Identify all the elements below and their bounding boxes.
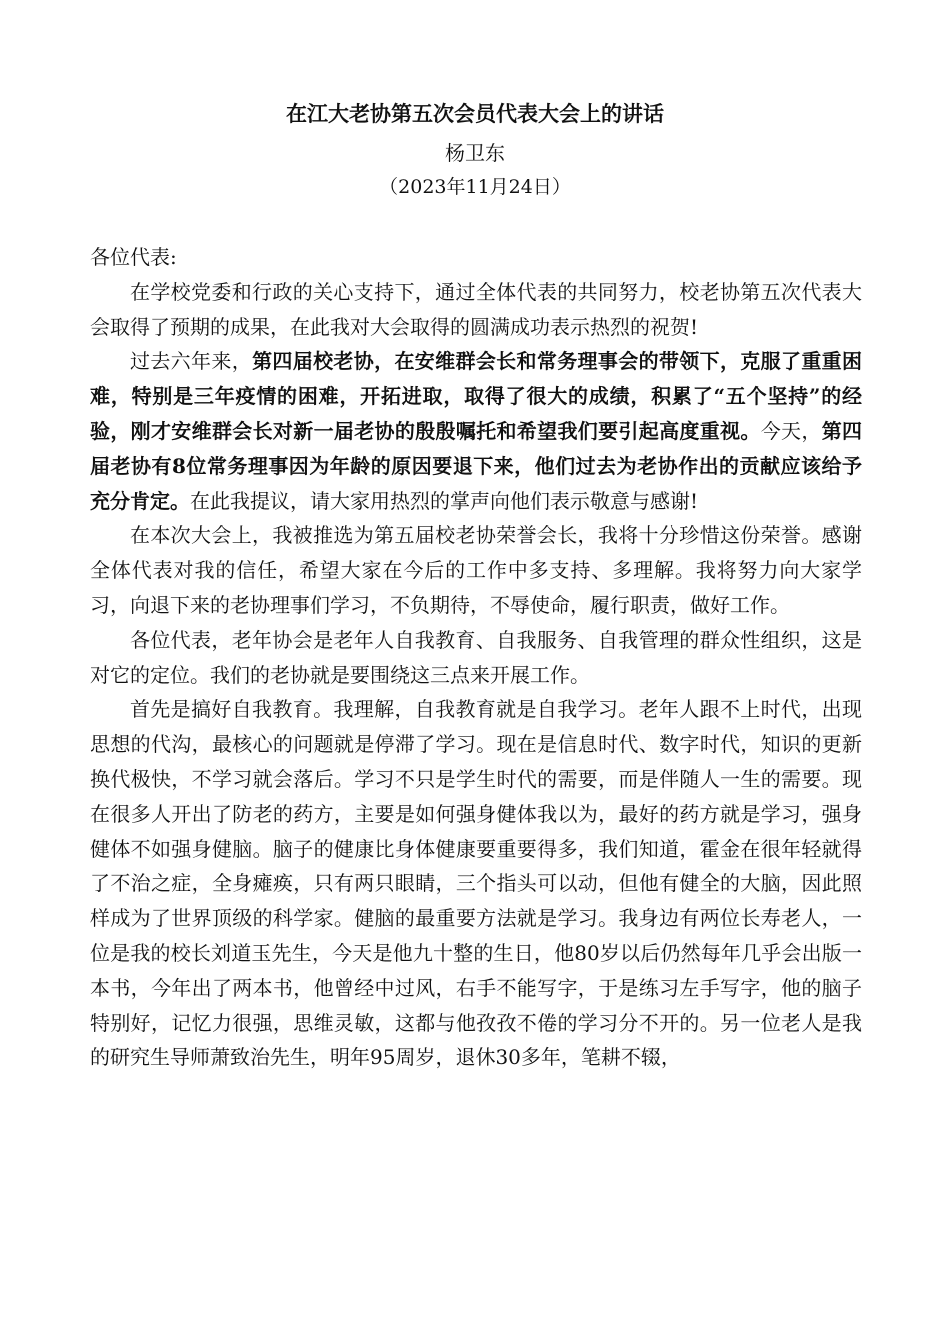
paragraph-3: 在本次大会上，我被推选为第五届校老协荣誉会长，我将十分珍惜这份荣誉。感谢全体代表对我的信任，希望大家在今后的工作中多支持、多理解。我将努力向大家学习，向退下来的老协理事们学习，不负期待，不辱使命，履行职责，做好工作。 [90,523,862,617]
paragraph-5: 首先是搞好自我教育。我理解，自我教育就是自我学习。老年人跟不上时代，出现思想的代沟，最核心的问题就是停滞了学习。现在是信息时代、数字时代，知识的更新换代极快，不学习就会落后。学习不只是学生时代的需要，而是伴随人一生的需要。现在很多人开出了防老的药方，主要是如何强身健体我以为，最好的药方就是学习，强身健体不如强身健脑。脑子的健康比身体健康要重要得多，我们知道，霍金在很年轻就得了不治之症，全身瘫痪，只有两只眼睛，三个指头可以动，但他有健全的大脑，因此照样成为了世界顶级的科学家。健脑的最重要方法就是学习。我身边有两位长寿老人，一位是我的校长刘道玉先生，今天是他九十整的生日，他80岁以后仍然每年几乎会出版一本书，今年出了两本书，他曾经中过风，右手不能写字，于是练习左手写字，他的脑子特别好，记忆力很强，思维灵敏，这都与他孜孜不倦的学习分不开的。另一位老人是我的研究生导师萧致治先生，明年95周岁，退休30多年，笔耕不辍， [90,697,862,1070]
speech-date: （2023年11月24日） [379,176,571,198]
paragraph-2-bold: 第四届老协有8位常务理事因为年龄的原因要退下来，他们过去为老协作出的贡献应该给予充分肯定。 [90,418,863,513]
paragraph-4: 各位代表，老年协会是老年人自我教育、自我服务、自我管理的群众性组织，这是对它的定位。我们的老协就是要围绕这三点来开展工作。 [90,627,862,687]
paragraph-2-text: 今天， [760,418,822,443]
paragraph-2-text: 过去六年来， [130,349,253,374]
paragraph-2-text: 在此我提议，请大家用热烈的掌声向他们表示敬意与感谢! [190,488,699,513]
salutation: 各位代表: [90,245,177,269]
speech-body [90,240,862,1075]
speech-title: 在江大老协第五次会员代表大会上的讲话 [286,101,664,126]
paragraph-1: 在学校党委和行政的关心支持下，通过全体代表的共同努力，校老协第五次代表大会取得了预期的成果，在此我对大会取得的圆满成功表示热烈的祝贺! [90,279,862,339]
author-name: 杨卫东 [445,141,505,165]
paragraph-2 [90,344,862,518]
paragraph-2-bold: 第四届校老协，在安维群会长和常务理事会的带领下，克服了重重困难，特别是三年疫情的困难，开拓进取，取得了很大的成绩，积累了“五个坚持”的经验，刚才安维群会长对新一届老协的殷殷嘱托和希望我们要引起高度重视。 [90,349,863,443]
